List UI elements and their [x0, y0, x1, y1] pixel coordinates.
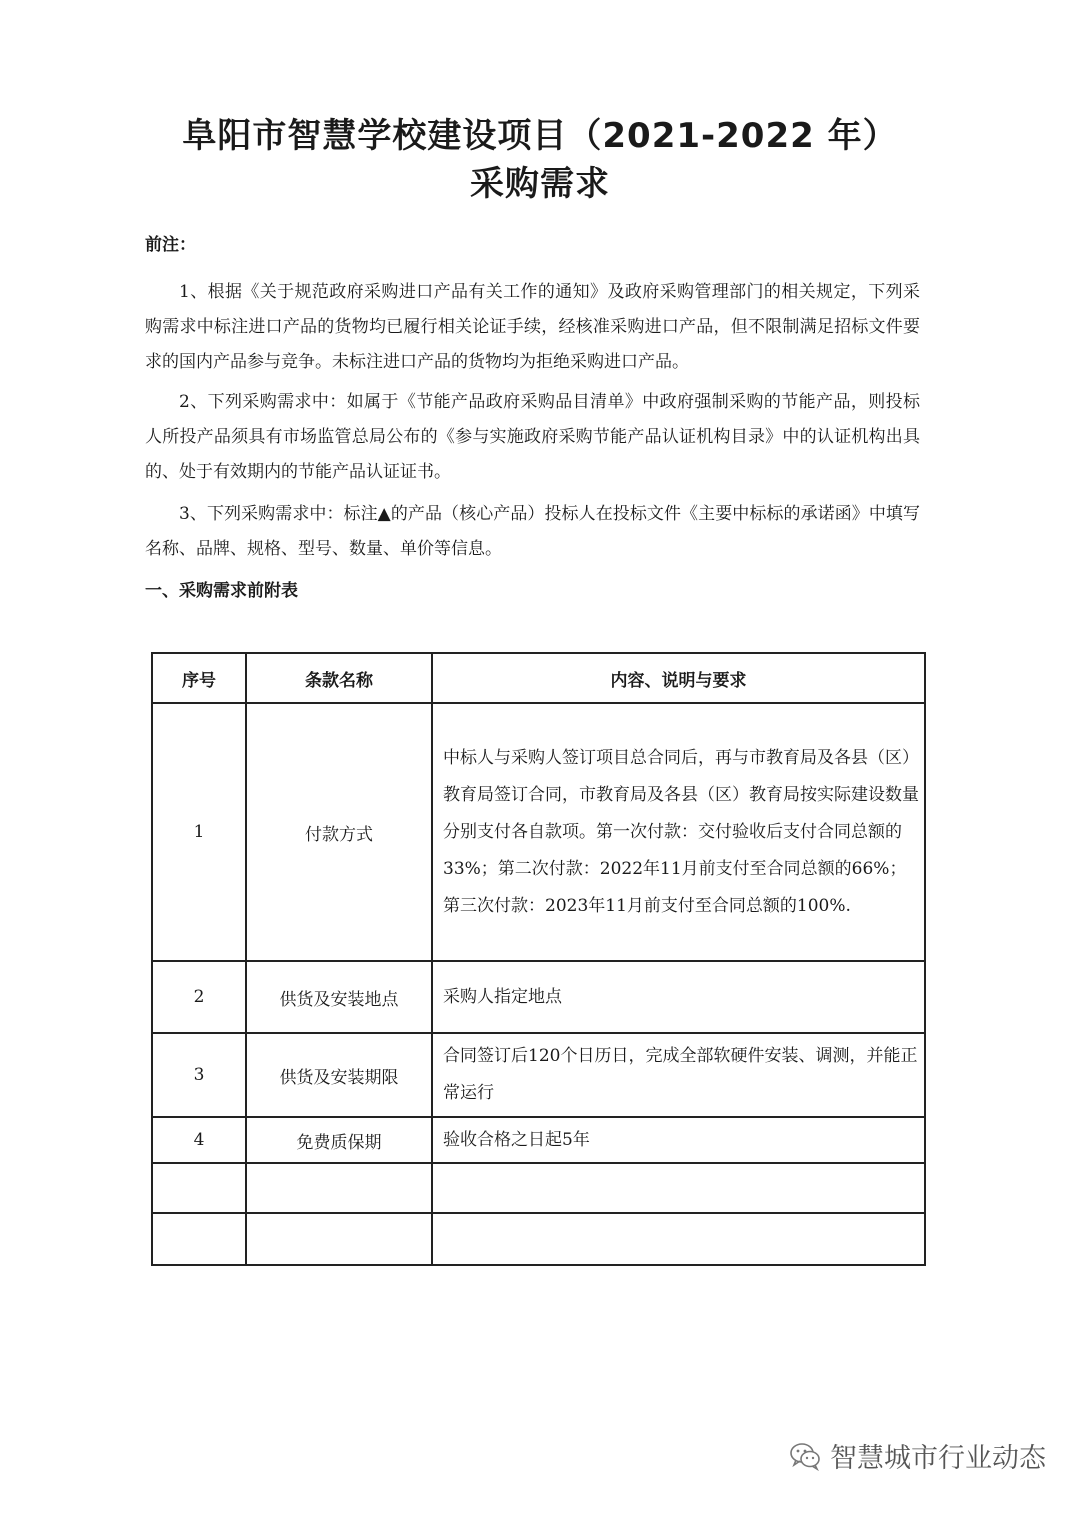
row-index: [152, 1163, 246, 1213]
header-clause-name: 条款名称: [246, 653, 432, 703]
note-paragraph-2: 2、下列采购需求中：如属于《节能产品政府采购品目清单》中政府强制采购的节能产品，则投标人所投产品须具有市场监管总局公布的《参与实施政府采购节能产品认证机构目录》中的认证机构出具的、处于有效期内的节能产品认证证书。: [145, 392, 920, 482]
table-row: [152, 1033, 925, 1117]
note-label: 前注：: [145, 235, 196, 255]
row-clause-name: [246, 1213, 432, 1265]
table-row: [152, 1213, 925, 1265]
table-row: [152, 703, 925, 961]
row-index: 1: [152, 703, 246, 961]
table-header-row: [152, 653, 925, 703]
table-row: [152, 1163, 925, 1213]
row-clause-name: 供货及安装地点: [246, 961, 432, 1033]
wechat-icon: [788, 1439, 822, 1473]
document-title: 阜阳市智慧学校建设项目（2021-2022 年）: [182, 116, 898, 156]
row-index: 3: [152, 1033, 246, 1117]
watermark: [788, 1436, 1046, 1475]
row-content: 中标人与采购人签订项目总合同后，再与市教育局及各县（区）教育局签订合同，市教育局及各县（区）教育局按实际建设数量分别支付各自款项。第一次付款：交付验收后支付合同总额的33%；第二次付款：2022年11月前支付至合同总额的66%；第三次付款：2023年11月前支付至合同总额的100%.: [432, 703, 925, 961]
row-content: 验收合格之日起5年: [432, 1117, 925, 1163]
row-clause-name: 付款方式: [246, 703, 432, 961]
table-row: [152, 1117, 925, 1163]
table-row: [152, 961, 925, 1033]
row-clause-name: 免费质保期: [246, 1117, 432, 1163]
note-paragraph-1: 1、根据《关于规范政府采购进口产品有关工作的通知》及政府采购管理部门的相关规定，下列采购需求中标注进口产品的货物均已履行相关论证手续，经核准采购进口产品，但不限制满足招标文件要求的国内产品参与竞争。未标注进口产品的货物均为拒绝采购进口产品。: [145, 282, 920, 372]
header-content: 内容、说明与要求: [432, 653, 925, 703]
row-content: [432, 1163, 925, 1213]
row-content: 合同签订后120个日历日，完成全部软硬件安装、调测，并能正常运行: [432, 1033, 925, 1117]
document-subtitle: 采购需求: [470, 164, 610, 204]
row-clause-name: [246, 1163, 432, 1213]
requirements-table: [151, 652, 926, 1266]
row-index: 4: [152, 1117, 246, 1163]
header-index: 序号: [152, 653, 246, 703]
section-heading: 一、采购需求前附表: [145, 581, 298, 601]
row-clause-name: 供货及安装期限: [246, 1033, 432, 1117]
note-paragraph-3: 3、下列采购需求中：标注▲的产品（核心产品）投标人在投标文件《主要中标标的承诺函》中填写名称、品牌、规格、型号、数量、单价等信息。: [145, 504, 920, 559]
row-content: 采购人指定地点: [432, 961, 925, 1033]
watermark-text: 智慧城市行业动态: [830, 1443, 1046, 1474]
row-index: 2: [152, 961, 246, 1033]
row-index: [152, 1213, 246, 1265]
row-content: [432, 1213, 925, 1265]
